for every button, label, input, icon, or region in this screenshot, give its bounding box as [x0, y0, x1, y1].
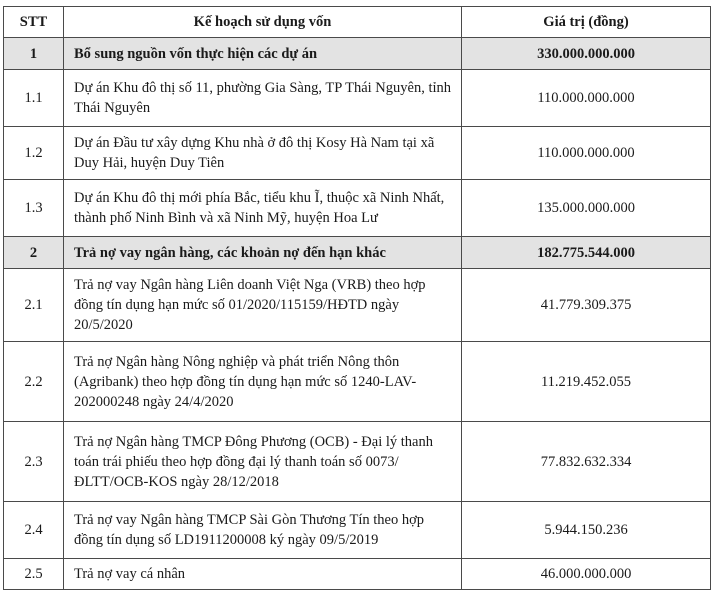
row-stt: 2 — [4, 237, 64, 269]
row-stt: 1.2 — [4, 127, 64, 180]
table-row — [4, 422, 711, 502]
row-plan: Trả nợ vay Ngân hàng Liên doanh Việt Nga (VRB) theo hợp đồng tín dụng hạn mức số 01/2020/115159/HĐTD ngày 20/5/2020 — [64, 269, 462, 342]
table-row-group — [4, 237, 711, 269]
table-row — [4, 559, 711, 590]
table-row — [4, 342, 711, 422]
row-value: 135.000.000.000 — [462, 180, 711, 237]
row-stt: 2.2 — [4, 342, 64, 422]
capital-usage-table — [3, 6, 711, 590]
row-value: 11.219.452.055 — [462, 342, 711, 422]
table-row — [4, 180, 711, 237]
table-row — [4, 269, 711, 342]
header-value: Giá trị (đồng) — [462, 7, 711, 38]
row-value: 5.944.150.236 — [462, 502, 711, 559]
row-value: 41.779.309.375 — [462, 269, 711, 342]
row-value: 77.832.632.334 — [462, 422, 711, 502]
row-plan: Trả nợ vay ngân hàng, các khoản nợ đến hạn khác — [64, 237, 462, 269]
row-plan: Dự án Khu đô thị mới phía Bắc, tiểu khu Ĩ, thuộc xã Ninh Nhất, thành phố Ninh Bình và xã Ninh Mỹ, huyện Hoa Lư — [64, 180, 462, 237]
row-plan: Dự án Khu đô thị số 11, phường Gia Sàng, TP Thái Nguyên, tỉnh Thái Nguyên — [64, 70, 462, 127]
table-row — [4, 502, 711, 559]
header-stt: STT — [4, 7, 64, 38]
row-plan: Dự án Đầu tư xây dựng Khu nhà ở đô thị Kosy Hà Nam tại xã Duy Hải, huyện Duy Tiên — [64, 127, 462, 180]
row-plan: Trả nợ vay cá nhân — [64, 559, 462, 590]
table-header-row — [4, 7, 711, 38]
row-value: 330.000.000.000 — [462, 38, 711, 70]
row-stt: 2.3 — [4, 422, 64, 502]
header-plan: Kế hoạch sử dụng vốn — [64, 7, 462, 38]
row-stt: 1 — [4, 38, 64, 70]
row-plan: Bổ sung nguồn vốn thực hiện các dự án — [64, 38, 462, 70]
table-row — [4, 127, 711, 180]
row-stt: 2.5 — [4, 559, 64, 590]
row-stt: 2.4 — [4, 502, 64, 559]
row-stt: 1.3 — [4, 180, 64, 237]
row-plan: Trả nợ vay Ngân hàng TMCP Sài Gòn Thương Tín theo hợp đồng tín dụng số LD1911200008 ký ngày 09/5/2019 — [64, 502, 462, 559]
row-plan: Trả nợ Ngân hàng Nông nghiệp và phát triển Nông thôn (Agribank) theo hợp đồng tín dụng hạn mức số 1240-LAV-202000248 ngày 24/4/2020 — [64, 342, 462, 422]
table-row-group — [4, 38, 711, 70]
row-value: 46.000.000.000 — [462, 559, 711, 590]
row-value: 110.000.000.000 — [462, 127, 711, 180]
row-stt: 1.1 — [4, 70, 64, 127]
row-plan: Trả nợ Ngân hàng TMCP Đông Phương (OCB) - Đại lý thanh toán trái phiếu theo hợp đồng đại lý thanh toán số 0073/ĐLTT/OCB-KOS ngày 28/12/2018 — [64, 422, 462, 502]
row-stt: 2.1 — [4, 269, 64, 342]
row-value: 110.000.000.000 — [462, 70, 711, 127]
table-row — [4, 70, 711, 127]
row-value: 182.775.544.000 — [462, 237, 711, 269]
